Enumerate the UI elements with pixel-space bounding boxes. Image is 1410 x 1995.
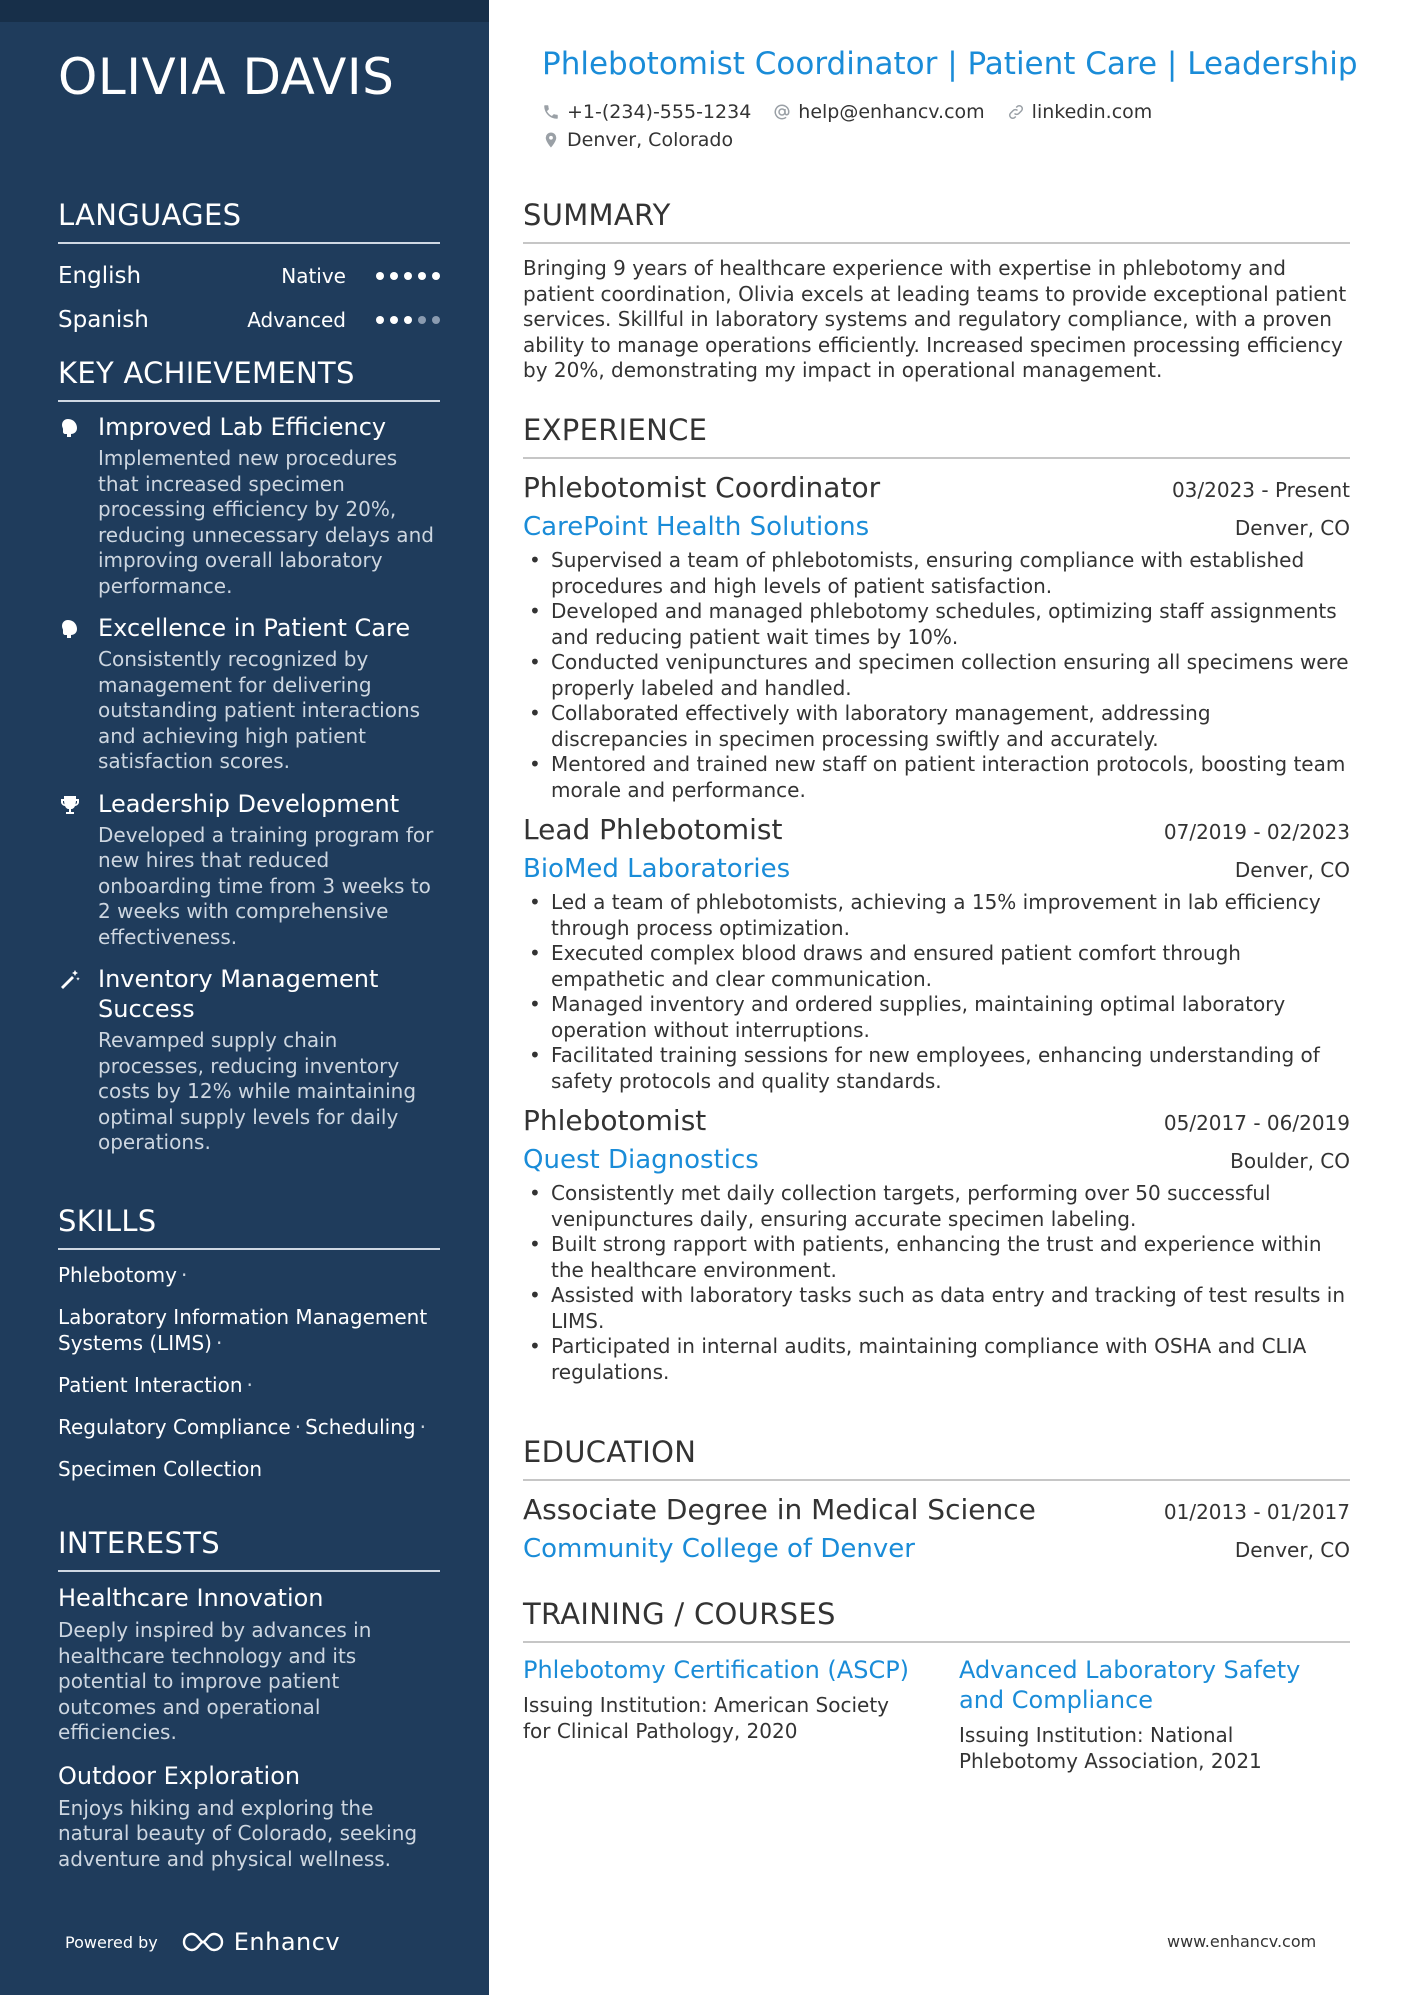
- job-bullets: [523, 548, 1350, 803]
- skill-separator: ·: [246, 1373, 253, 1397]
- bullet-item: • Mentored and trained new staff on patient interaction protocols, boosting team morale and performance.: [523, 752, 1350, 803]
- achievement-title: Improved Lab Efficiency: [98, 413, 387, 441]
- skill-item: Laboratory Information Management Systems (LIMS): [58, 1305, 428, 1355]
- headline: Phlebotomist Coordinator | Patient Care | Leadership: [542, 46, 1358, 82]
- achievement-title: Excellence in Patient Care: [98, 614, 411, 642]
- summary-title: SUMMARY: [523, 198, 1350, 244]
- bullet-item: • Supervised a team of phlebotomists, ensuring compliance with established procedures and high levels of patient satisfaction.: [523, 548, 1350, 599]
- website-item[interactable]: [1007, 101, 1153, 123]
- achievement-title: Leadership Development: [98, 789, 400, 818]
- skills-list: [58, 1262, 440, 1482]
- skills-line: [58, 1456, 440, 1482]
- job-role: Phlebotomist Coordinator: [523, 471, 881, 504]
- candidate-name: OLIVIA DAVIS: [58, 48, 395, 106]
- email-item[interactable]: [773, 101, 984, 123]
- at-icon: [773, 103, 791, 121]
- course-item: [959, 1655, 1349, 1774]
- rating-dot: [376, 316, 384, 324]
- bullet-item: • Managed inventory and ordered supplies, maintaining optimal laboratory operation without interruptions.: [523, 992, 1350, 1043]
- rating-dot: [404, 316, 412, 324]
- rating-dot: [376, 272, 384, 280]
- job-bullets: [523, 890, 1350, 1094]
- job-subheader: [523, 512, 1350, 542]
- achievement-description: Implemented new procedures that increased specimen processing efficiency by 20%, reducing unnecessary delays and improving overall laboratory performance.: [98, 446, 434, 598]
- achievement-description: Revamped supply chain processes, reducing inventory costs by 12% while maintaining optimal supply levels for daily operations.: [98, 1028, 417, 1154]
- brand-name: Enhancv: [233, 1928, 341, 1956]
- language-name: Spanish: [58, 307, 149, 333]
- rating-dot: [432, 272, 440, 280]
- achievement-item: [58, 964, 440, 1156]
- phone-item[interactable]: [542, 101, 751, 123]
- course-title: Advanced Laboratory Safety and Compliance: [959, 1656, 1301, 1714]
- skill-item: Patient Interaction: [58, 1373, 243, 1397]
- job-header: [523, 813, 1350, 846]
- language-row: [58, 254, 440, 298]
- brain-icon: [58, 416, 82, 440]
- skill-item: Scheduling: [305, 1415, 416, 1439]
- course-item: [523, 1655, 913, 1774]
- interest-description: Enjoys hiking and exploring the natural beauty of Colorado, seeking adventure and physical wellness.: [58, 1795, 418, 1871]
- job-entry: [523, 471, 1350, 803]
- powered-by: [65, 1928, 340, 1956]
- interest-title: Outdoor Exploration: [58, 1761, 301, 1790]
- powered-by-label: Powered by: [65, 1932, 158, 1952]
- experience-list: [523, 471, 1350, 1385]
- courses-list: [523, 1655, 1350, 1774]
- job-location: Denver, CO: [1234, 858, 1350, 882]
- phone-icon: [542, 103, 560, 121]
- job-role: Phlebotomist: [523, 1104, 707, 1137]
- skill-separator: ·: [180, 1263, 188, 1287]
- skill-separator: ·: [215, 1331, 223, 1355]
- company-name: CarePoint Health Solutions: [523, 512, 870, 542]
- education-section: [523, 1435, 1350, 1574]
- skills-line: [58, 1414, 440, 1440]
- rating-dot: [390, 272, 398, 280]
- rating-dot: [404, 272, 412, 280]
- course-description: Issuing Institution: National Phlebotomy Association, 2021: [959, 1723, 1262, 1773]
- skills-line: [58, 1372, 440, 1398]
- rating-dot: [390, 316, 398, 324]
- rating-dot: [418, 316, 426, 324]
- achievement-item: [58, 613, 440, 775]
- job-entry: [523, 1104, 1350, 1385]
- languages-list: [58, 254, 440, 342]
- experience-title: EXPERIENCE: [523, 413, 1350, 459]
- interests-list: [58, 1584, 440, 1872]
- interests-title: INTERESTS: [58, 1526, 440, 1572]
- training-title: TRAINING / COURSES: [523, 1597, 1350, 1643]
- job-header: [523, 1104, 1350, 1137]
- skills-section: [58, 1204, 440, 1498]
- interest-title: Healthcare Innovation: [58, 1584, 324, 1612]
- skills-title: SKILLS: [58, 1204, 440, 1250]
- skill-item: Regulatory Compliance: [58, 1415, 291, 1439]
- achievement-item: [58, 789, 440, 951]
- skill-item: Phlebotomy: [58, 1263, 177, 1287]
- job-bullets: [523, 1181, 1350, 1385]
- bullet-item: • Assisted with laboratory tasks such as data entry and tracking of test results in LIMS.: [523, 1283, 1350, 1334]
- languages-title: LANGUAGES: [58, 198, 440, 244]
- bullet-item: • Conducted venipunctures and specimen collection ensuring all specimens were properly labeled and handled.: [523, 650, 1350, 701]
- location-text: Denver, Colorado: [567, 129, 734, 151]
- degree: Associate Degree in Medical Science: [523, 1493, 1036, 1526]
- job-date: 05/2017 - 06/2019: [1163, 1111, 1350, 1135]
- skills-line: [58, 1262, 440, 1288]
- phone-text: +1-(234)-555-1234: [567, 101, 752, 123]
- language-rating: [376, 272, 440, 280]
- summary-section: [523, 198, 1350, 384]
- job-role: Lead Phlebotomist: [523, 813, 783, 846]
- location-pin-icon: [542, 131, 560, 149]
- trophy-icon: [58, 793, 82, 817]
- brain-icon: [58, 617, 82, 641]
- job-location: Boulder, CO: [1230, 1149, 1350, 1173]
- brand-logo[interactable]: [180, 1928, 340, 1956]
- company-name: BioMed Laboratories: [523, 854, 791, 884]
- experience-section: [523, 413, 1350, 1395]
- rating-dot: [418, 272, 426, 280]
- job-subheader: [523, 854, 1350, 884]
- achievements-title: KEY ACHIEVEMENTS: [58, 356, 440, 402]
- course-title: Phlebotomy Certification (ASCP): [523, 1656, 910, 1684]
- education-item: [523, 1493, 1350, 1564]
- job-location: Denver, CO: [1234, 516, 1350, 540]
- job-subheader: [523, 1145, 1350, 1175]
- education-date: 01/2013 - 01/2017: [1163, 1500, 1350, 1524]
- skill-item: Specimen Collection: [58, 1457, 262, 1481]
- language-name: English: [58, 263, 142, 289]
- enhancv-logo-icon: [180, 1930, 226, 1954]
- location-item: [542, 129, 733, 151]
- training-section: [523, 1597, 1350, 1774]
- skills-line: [58, 1304, 440, 1356]
- interests-section: [58, 1526, 440, 1888]
- bullet-item: • Collaborated effectively with laboratory management, addressing discrepancies in specimen processing swiftly and accurately.: [523, 701, 1350, 752]
- achievements-section: [58, 356, 440, 1170]
- achievement-title: Inventory Management Success: [98, 965, 379, 1023]
- bullet-item: • Facilitated training sessions for new employees, enhancing understanding of safety protocols and quality standards.: [523, 1043, 1350, 1094]
- language-level: Advanced: [247, 308, 346, 332]
- language-level: Native: [281, 264, 346, 288]
- job-entry: [523, 813, 1350, 1094]
- contact-info: [542, 98, 1350, 154]
- bullet-item: • Executed complex blood draws and ensured patient comfort through empathetic and clear communication.: [523, 941, 1350, 992]
- job-date: 07/2019 - 02/2023: [1163, 820, 1350, 844]
- sidebar: [0, 0, 489, 1995]
- email-text: help@enhancv.com: [798, 101, 985, 123]
- skill-separator: ·: [294, 1415, 302, 1439]
- bullet-item: • Consistently met daily collection targets, performing over 50 successful venipunctures daily, ensuring accurate specimen labeling.: [523, 1181, 1350, 1232]
- achievement-description: Developed a training program for new hires that reduced onboarding time from 3 weeks to 2 weeks with comprehensive effectiveness.: [98, 822, 434, 949]
- achievement-item: [58, 412, 440, 599]
- magic-wand-icon: [58, 968, 82, 992]
- language-rating: [376, 316, 440, 324]
- website-text: linkedin.com: [1031, 101, 1153, 123]
- link-icon: [1007, 103, 1025, 121]
- company-name: Quest Diagnostics: [523, 1145, 759, 1175]
- interest-description: Deeply inspired by advances in healthcare technology and its potential to improve patient outcomes and operational efficiencies.: [58, 1618, 372, 1744]
- bullet-item: • Led a team of phlebotomists, achieving a 15% improvement in lab efficiency through process optimization.: [523, 890, 1350, 941]
- summary-text: Bringing 9 years of healthcare experience with expertise in phlebotomy and patient coordination, Olivia excels at leading teams to provide exceptional patient services. Skillful in laboratory systems and regulatory compliance, with a proven ability to manage operations efficiently. Increased specimen processing efficiency by 20%, demonstrating my impact in operational management.: [523, 256, 1347, 382]
- bullet-item: • Built strong rapport with patients, enhancing the trust and experience within the healthcare environment.: [523, 1232, 1350, 1283]
- sidebar-top-bar: [0, 0, 489, 22]
- rating-dot: [432, 316, 440, 324]
- course-description: Issuing Institution: American Society for Clinical Pathology, 2020: [523, 1693, 890, 1743]
- skill-separator: ·: [419, 1415, 426, 1439]
- school: Community College of Denver: [523, 1534, 915, 1564]
- bullet-item: • Participated in internal audits, maintaining compliance with OSHA and CLIA regulations.: [523, 1334, 1350, 1385]
- job-header: [523, 471, 1350, 504]
- achievement-description: Consistently recognized by management for delivering outstanding patient interactions and achieving high patient satisfaction scores.: [98, 647, 421, 773]
- achievements-list: [58, 412, 440, 1156]
- languages-section: [58, 198, 440, 342]
- bullet-item: • Developed and managed phlebotomy schedules, optimizing staff assignments and reducing patient wait times by 10%.: [523, 599, 1350, 650]
- footer-url[interactable]: www.enhancv.com: [1167, 1932, 1317, 1951]
- education-location: Denver, CO: [1234, 1538, 1350, 1562]
- job-date: 03/2023 - Present: [1171, 478, 1350, 502]
- education-title: EDUCATION: [523, 1435, 1350, 1481]
- language-row: [58, 298, 440, 342]
